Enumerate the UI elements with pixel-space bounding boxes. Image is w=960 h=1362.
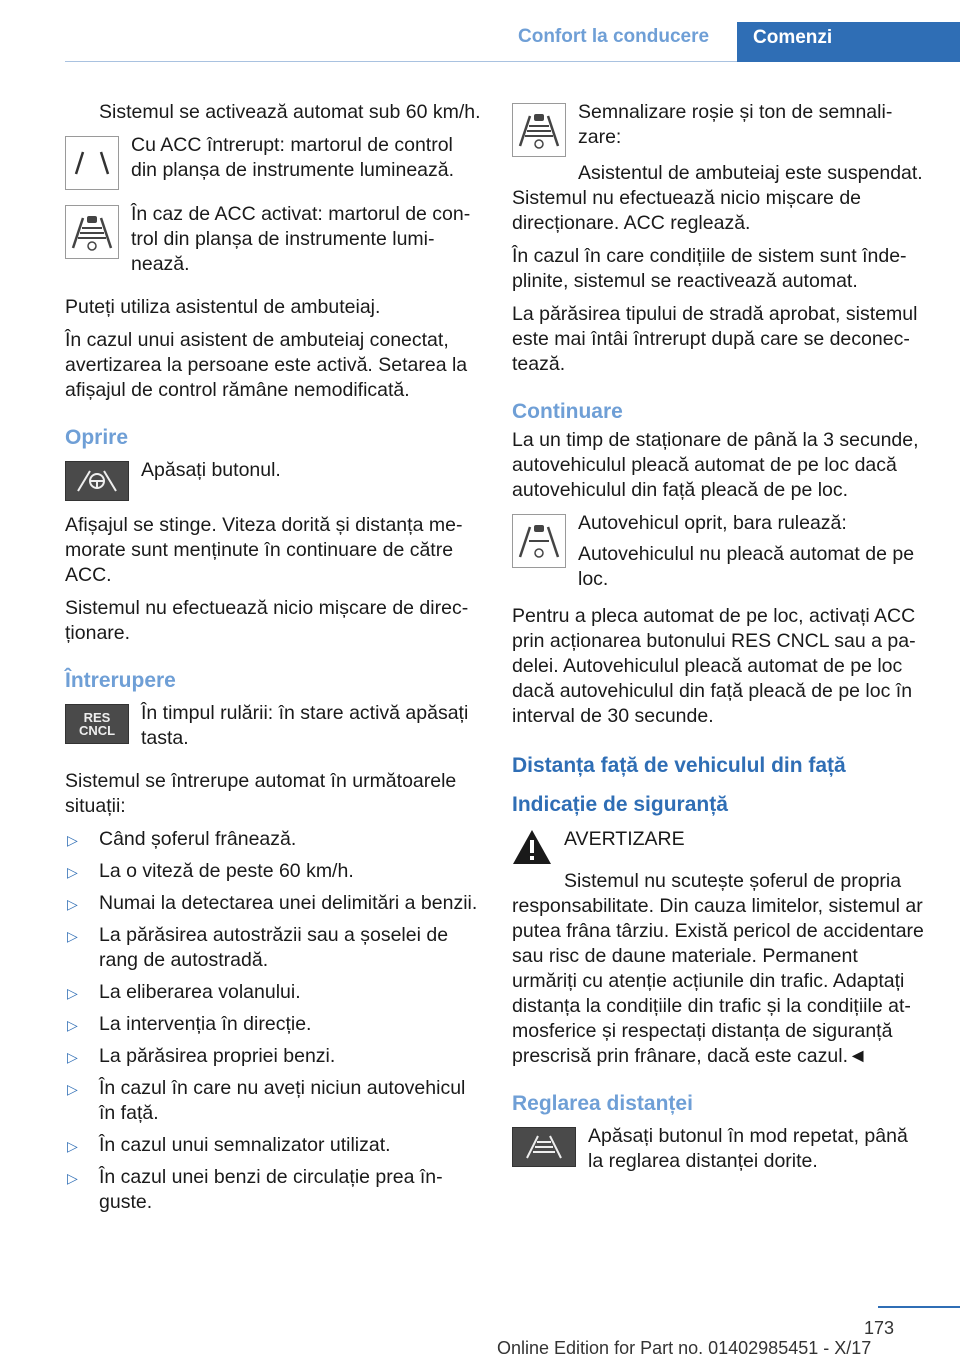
cncl-label: CNCL (78, 723, 116, 738)
intrerupere-row (65, 701, 483, 757)
lane-lines-icon (65, 136, 119, 190)
triangle-bullet-icon (67, 1166, 78, 1191)
siguranta-heading: Indicație de siguranță (512, 793, 728, 816)
reglare-row (512, 1124, 928, 1180)
traffic-jam-assist-red-icon (512, 103, 566, 157)
distance-button-icon (512, 1127, 576, 1167)
triangle-bullet-icon (67, 828, 78, 853)
list-item: ▷ La părăsirea autostrăzii sau a șoselei de rang de autostradă. (65, 923, 483, 973)
stopped-text: Autovehicul oprit, bara rulează: (578, 512, 847, 534)
triangle-bullet-icon (67, 1013, 78, 1038)
edition-text: Online Edition for Part no. 01402985451 - X/17 (497, 1338, 872, 1358)
paragraph: Afișajul se stinge. Viteza dorită și distanța memorate sunt menținute în continuare de către ACC. (65, 514, 463, 586)
chapter-tab[interactable]: Comenzi (737, 22, 960, 62)
triangle-bullet-icon (67, 1077, 78, 1102)
oprire-button-text: Apăsați butonul. (141, 459, 281, 481)
list-item: ▷ La o viteză de peste 60 km/h. (65, 859, 483, 884)
continuare-heading: Continuare (512, 400, 623, 423)
stopped-text-detail: Autovehiculul nu pleacă automat de pe loc. (578, 543, 915, 590)
stopped-row (512, 511, 928, 598)
triangle-bullet-icon (67, 924, 78, 949)
list-item: ▷ Când șoferul frânează. (65, 827, 483, 852)
intrerupere-button-text: În timpul rulării: în stare activă apăsați tasta. (141, 702, 469, 749)
reglare-heading: Reglarea distanței (512, 1092, 693, 1115)
right-column (512, 100, 928, 1192)
red-signal-text: Semnalizare roșie și ton de semnalizare: (578, 101, 893, 148)
warning-text: Sistemul nu scutește șoferul de propria responsabilitate. Din cauza limitelor, sistemul ar putea frâna târziu. Există pericol de accidentare sau risc de daune materiale. Permanent urmăriți cu atenție acțiunile din trafic. Adaptați distanța la condițiile din trafic și la condițiile atmosferice și respectați distanța de siguranță prescrisă prin frânare, dacă este cazul.◄ (512, 870, 924, 1067)
acc-off-row (65, 133, 483, 190)
interrupt-list (65, 827, 483, 1215)
triangle-bullet-icon (67, 892, 78, 917)
red-signal-row (512, 100, 928, 157)
acc-off-text: Cu ACC întrerupt: martorul de control din planșa de instrumente luminează. (131, 134, 455, 181)
warning-triangle-icon (512, 829, 552, 865)
vehicle-stopped-icon (512, 514, 566, 568)
intrerupere-heading: Întrerupere (65, 669, 176, 692)
list-item: ▷ În cazul unui semnalizator utilizat. (65, 1133, 483, 1158)
paragraph: La părăsirea tipului de stradă aprobat, sistemul este mai întâi întrerupt după care se deconectează. (512, 303, 918, 375)
paragraph: Pentru a pleca automat de pe loc, activați ACC prin acționarea butonului RES CNCL sau a padelei. Autovehiculul pleacă automat de pe loc dacă autovehiculul din față pleacă de pe loc în interval de 30 secunde. (512, 605, 916, 727)
paragraph: Puteți utiliza asistentul de ambuteiaj. (65, 296, 381, 318)
left-column (65, 100, 483, 1222)
section-tab[interactable]: Confort la conducere (518, 26, 710, 47)
list-item: ▷ La intervenția în direcție. (65, 1012, 483, 1037)
paragraph: Sistemul se întrerupe automat în următoarele situații: (65, 770, 457, 817)
list-item: ▷ În cazul în care nu aveți niciun autovehicul în față. (65, 1076, 483, 1126)
steering-assist-button-icon (65, 461, 129, 501)
reglare-button-text: Apăsați butonul în mod repetat, până la reglarea distanței dorite. (588, 1125, 908, 1172)
acc-on-row (65, 202, 483, 283)
distanta-heading: Distanța față de vehiculul din față (512, 754, 846, 777)
list-item: ▷ La eliberarea volanului. (65, 980, 483, 1005)
acc-on-text: În caz de ACC activat: martorul de control din planșa de instrumente luminează. (131, 203, 471, 275)
intro-text: Sistemul se activează automat sub 60 km/h. (99, 101, 481, 123)
warning-row (512, 827, 928, 865)
footer-rule (878, 1306, 960, 1308)
triangle-bullet-icon (67, 1045, 78, 1070)
page-number: 173 (864, 1318, 895, 1338)
list-item: ▷ La părăsirea propriei benzi. (65, 1044, 483, 1069)
triangle-bullet-icon (67, 860, 78, 885)
triangle-bullet-icon (67, 981, 78, 1006)
list-item: ▷ În cazul unei benzi de circulație prea înguste. (65, 1165, 483, 1215)
paragraph: La un timp de staționare de până la 3 secunde, autovehiculul pleacă automat de pe loc dacă autovehiculul din față pleacă de pe loc. (512, 429, 919, 501)
warning-title: AVERTIZARE (564, 828, 685, 850)
triangle-bullet-icon (67, 1134, 78, 1159)
list-item: ▷ Numai la detectarea unei delimitări a benzii. (65, 891, 483, 916)
oprire-heading: Oprire (65, 426, 129, 449)
paragraph: În cazul unui asistent de ambuteiaj conectat, avertizarea la persoane este activă. Setarea la afișajul de control rămâne nemodificată. (65, 329, 468, 401)
res-label: RES (83, 710, 111, 725)
res-cncl-button-icon (65, 704, 129, 744)
paragraph: Asistentul de ambuteiaj este suspendat. Sistemul nu efectuează nicio mișcare de direcționare. ACC reglează. (512, 162, 923, 234)
paragraph: În cazul în care condițiile de sistem sunt îndeplinite, sistemul se reactivează automat. (512, 245, 907, 292)
traffic-jam-assist-icon (65, 205, 119, 259)
paragraph: Sistemul nu efectuează nicio mișcare de direcționare. (65, 597, 469, 644)
oprire-row (65, 458, 483, 501)
